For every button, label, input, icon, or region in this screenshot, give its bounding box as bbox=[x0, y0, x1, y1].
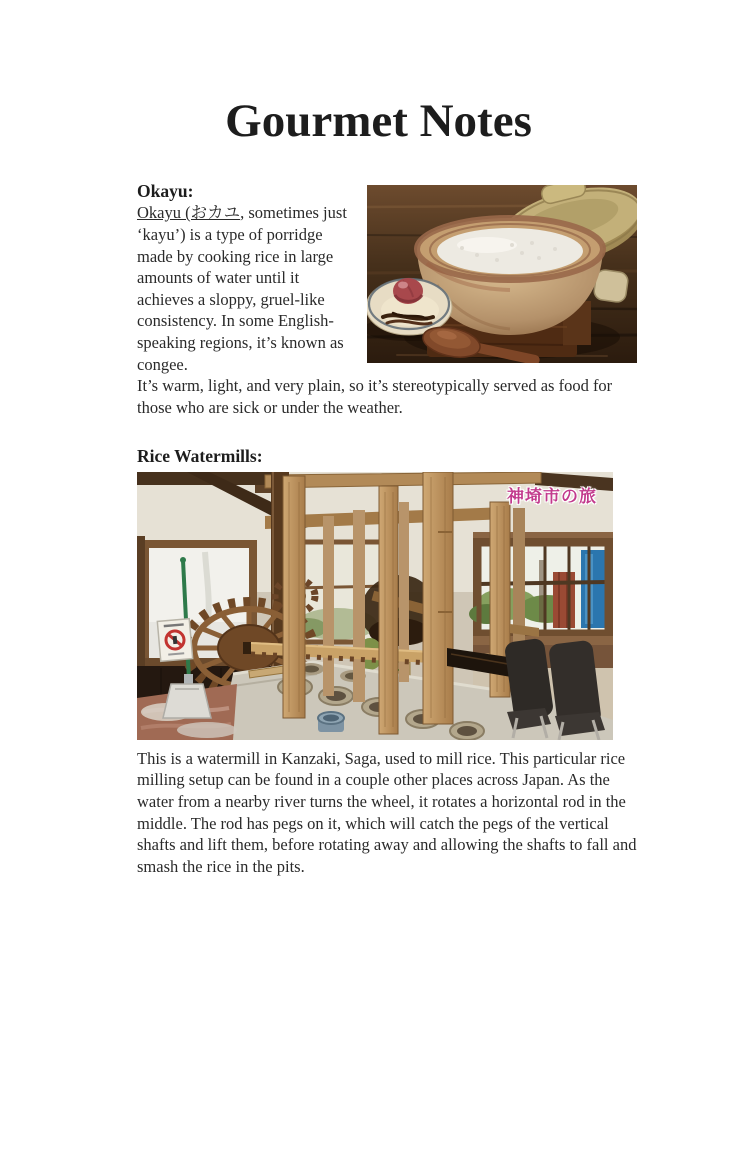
okayu-section bbox=[137, 181, 637, 419]
okayu-heading: Okayu: bbox=[137, 180, 194, 201]
page-title: Gourmet Notes bbox=[225, 95, 532, 147]
broadcast-caption: 神埼市の旅 bbox=[507, 486, 597, 507]
watermills-heading: Rice Watermills: bbox=[137, 446, 263, 467]
watermill-illustration bbox=[137, 472, 613, 740]
okayu-term-underlined: Okayu (おカユ bbox=[137, 203, 241, 223]
watermill-paragraph: This is a watermill in Kanzaki, Saga, used to mill rice. This particular rice milling setup can be found in a couple other places across Japan. As the water from a nearby river turns the wheel, it rotates a horizontal rod in the middle. The rod has pegs on it, which will catch the pegs of the vertical shafts and lift them, before rotating away and allowing the shafts to fall and smash the rice in the pits. bbox=[137, 748, 637, 876]
okayu-photo bbox=[367, 185, 637, 363]
okayu-lead-rest: , sometimes just ‘kayu’) is a type of porridge made by cooking rice in large amounts of water until it achieves a sloppy, gruel-like consistency. In some English-speaking regions, it’s known as congee. bbox=[137, 203, 347, 374]
document-page bbox=[0, 92, 750, 877]
prohibition-sign bbox=[157, 619, 192, 662]
okayu-illustration bbox=[367, 185, 637, 363]
okayu-paragraph-2: It’s warm, light, and very plain, so it’s stereotypically served as food for those who are sick or under the weather. bbox=[137, 376, 613, 417]
watermills-section bbox=[137, 446, 637, 877]
watermill-photo bbox=[137, 472, 613, 740]
